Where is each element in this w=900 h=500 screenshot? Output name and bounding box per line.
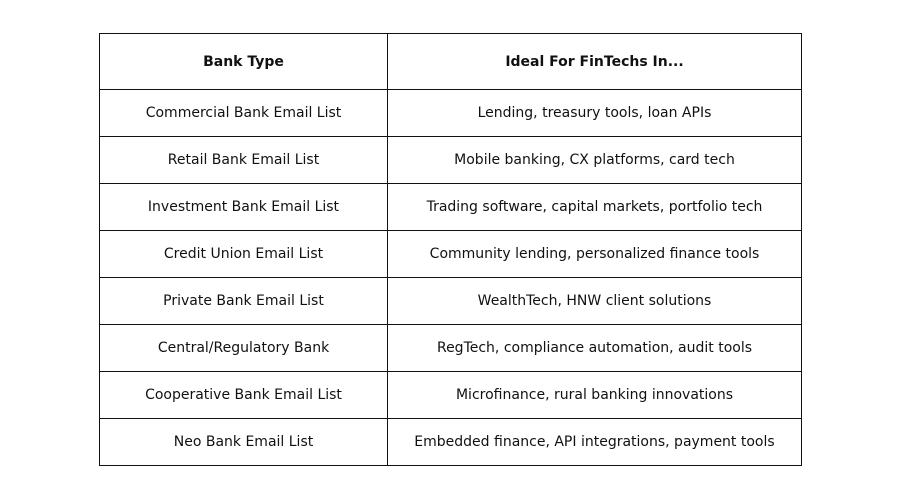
table-row (100, 325, 802, 372)
bank-type-cell: Commercial Bank Email List (100, 90, 388, 137)
ideal-for-cell: Embedded finance, API integrations, payment tools (388, 419, 802, 466)
ideal-for-cell: WealthTech, HNW client solutions (388, 278, 802, 325)
ideal-for-cell: Lending, treasury tools, loan APIs (388, 90, 802, 137)
table-row (100, 184, 802, 231)
ideal-for-cell: Microfinance, rural banking innovations (388, 372, 802, 419)
bank-type-cell: Retail Bank Email List (100, 137, 388, 184)
bank-type-cell: Neo Bank Email List (100, 419, 388, 466)
bank-type-cell: Credit Union Email List (100, 231, 388, 278)
ideal-for-cell: Mobile banking, CX platforms, card tech (388, 137, 802, 184)
bank-type-cell: Cooperative Bank Email List (100, 372, 388, 419)
table-header-row (100, 34, 802, 90)
table-row (100, 137, 802, 184)
bank-type-cell: Private Bank Email List (100, 278, 388, 325)
bank-type-cell: Central/Regulatory Bank (100, 325, 388, 372)
table-row (100, 90, 802, 137)
header-bank-type: Bank Type (100, 34, 388, 90)
bank-type-cell: Investment Bank Email List (100, 184, 388, 231)
ideal-for-cell: Trading software, capital markets, portfolio tech (388, 184, 802, 231)
table-row (100, 419, 802, 466)
table-row (100, 372, 802, 419)
bank-table-container (99, 33, 801, 466)
table-row (100, 231, 802, 278)
ideal-for-cell: RegTech, compliance automation, audit tools (388, 325, 802, 372)
header-ideal-for: Ideal For FinTechs In... (388, 34, 802, 90)
bank-type-table (99, 33, 802, 466)
table-row (100, 278, 802, 325)
ideal-for-cell: Community lending, personalized finance tools (388, 231, 802, 278)
